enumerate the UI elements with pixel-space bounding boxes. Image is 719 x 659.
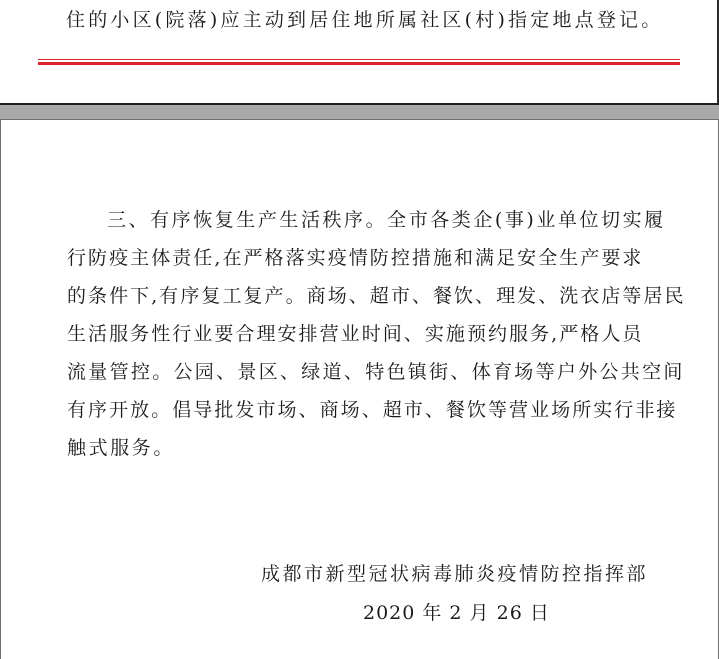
paragraph-line-2: 行防疫主体责任,在严格落实疫情防控措施和满足安全生产要求	[67, 247, 644, 269]
paragraph-line-4: 生活服务性行业要合理安排营业时间、实施预约服务,严格人员	[67, 323, 644, 345]
paragraph-line-1: 三、有序恢复生产生活秩序。全市各类企(事)业单位切实履	[107, 209, 666, 231]
red-divider-thin	[38, 59, 680, 60]
current-page	[0, 119, 719, 659]
paragraph-line-5: 流量管控。公园、景区、绿道、特色镇街、体育场等户外公共空间	[67, 361, 685, 383]
issue-date: 2020 年 2 月 26 日	[363, 602, 550, 624]
paragraph-line-6: 有序开放。倡导批发市场、商场、超市、餐饮等营业场所实行非接	[67, 399, 678, 421]
paragraph-line-7: 触式服务。	[67, 437, 176, 459]
issuer-signature: 成都市新型冠状病毒肺炎疫情防控指挥部	[260, 563, 648, 585]
red-divider-thick	[38, 62, 680, 65]
page-gap	[0, 105, 719, 119]
paragraph-line-3: 的条件下,有序复工复产。商场、超市、餐饮、理发、洗衣店等居民	[67, 285, 686, 307]
previous-page	[0, 0, 719, 104]
previous-page-last-line: 住的小区(院落)应主动到居住地所属社区(村)指定地点登记。	[66, 9, 664, 31]
